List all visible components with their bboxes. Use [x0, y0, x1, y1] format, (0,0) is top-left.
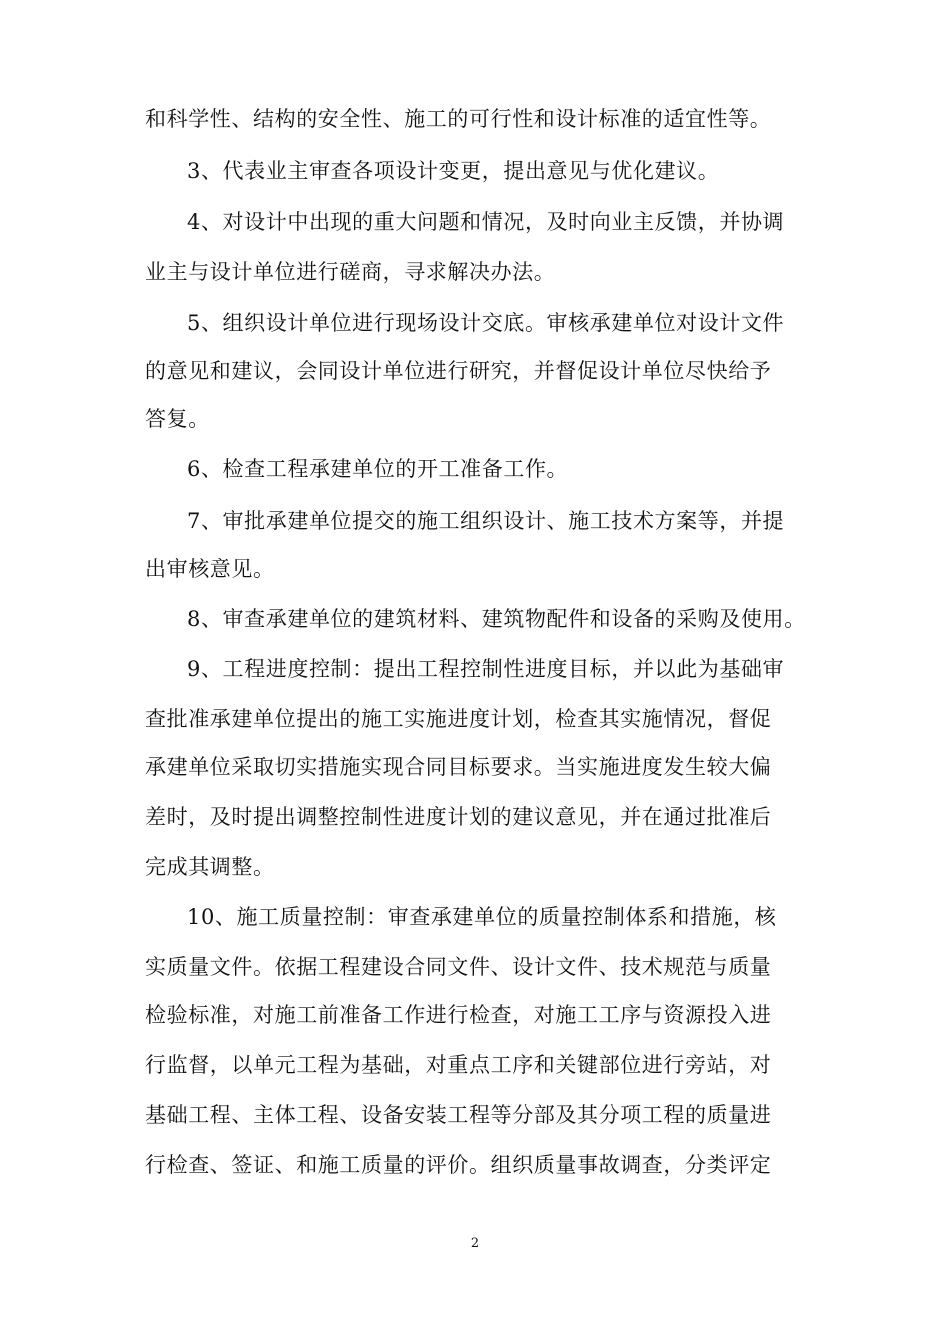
- text-line: 查批准承建单位提出的施工实施进度计划，检查其实施情况，督促: [145, 707, 772, 731]
- text-line: 3、代表业主审查各项设计变更，提出意见与优化建议。: [187, 159, 720, 183]
- text-line: 8、审查承建单位的建筑材料、建筑物配件和设备的采购及使用。: [187, 607, 806, 631]
- text-line: 9、工程进度控制：提出工程控制性进度目标，并以此为基础审: [187, 657, 785, 681]
- text-line: 差时，及时提出调整控制性进度计划的建议意见，并在通过批准后: [145, 805, 772, 829]
- text-line: 7、审批承建单位提交的施工组织设计、施工技术方案等，并提: [187, 509, 785, 533]
- text-line: 检验标准，对施工前准备工作进行检查，对施工工序与资源投入进: [145, 1003, 772, 1027]
- text-line: 出审核意见。: [145, 557, 275, 581]
- text-line: 6、检查工程承建单位的开工准备工作。: [187, 457, 569, 481]
- text-line: 5、组织设计单位进行现场设计交底。审核承建单位对设计文件: [187, 311, 785, 335]
- text-line: 实质量文件。依据工程建设合同文件、设计文件、技术规范与质量: [145, 955, 772, 979]
- page-number: 2: [470, 1236, 480, 1251]
- text-line: 和科学性、结构的安全性、施工的可行性和设计标准的适宜性等。: [145, 107, 772, 131]
- text-line: 行监督，以单元工程为基础，对重点工序和关键部位进行旁站，对: [145, 1053, 772, 1077]
- text-line: 承建单位采取切实措施实现合同目标要求。当实施进度发生较大偏: [145, 755, 772, 779]
- text-line: 业主与设计单位进行磋商，寻求解决办法。: [145, 260, 556, 284]
- text-line: 行检查、签证、和施工质量的评价。组织质量事故调查，分类评定: [145, 1153, 772, 1177]
- text-line: 完成其调整。: [145, 855, 275, 879]
- text-line: 的意见和建议，会同设计单位进行研究，并督促设计单位尽快给予: [145, 359, 772, 383]
- text-line: 10、施工质量控制：审查承建单位的质量控制体系和措施，核: [187, 905, 777, 929]
- text-line: 4、对设计中出现的重大问题和情况，及时向业主反馈，并协调: [187, 210, 785, 234]
- text-line: 基础工程、主体工程、设备安装工程等分部及其分项工程的质量进: [145, 1103, 772, 1127]
- text-line: 答复。: [145, 407, 210, 431]
